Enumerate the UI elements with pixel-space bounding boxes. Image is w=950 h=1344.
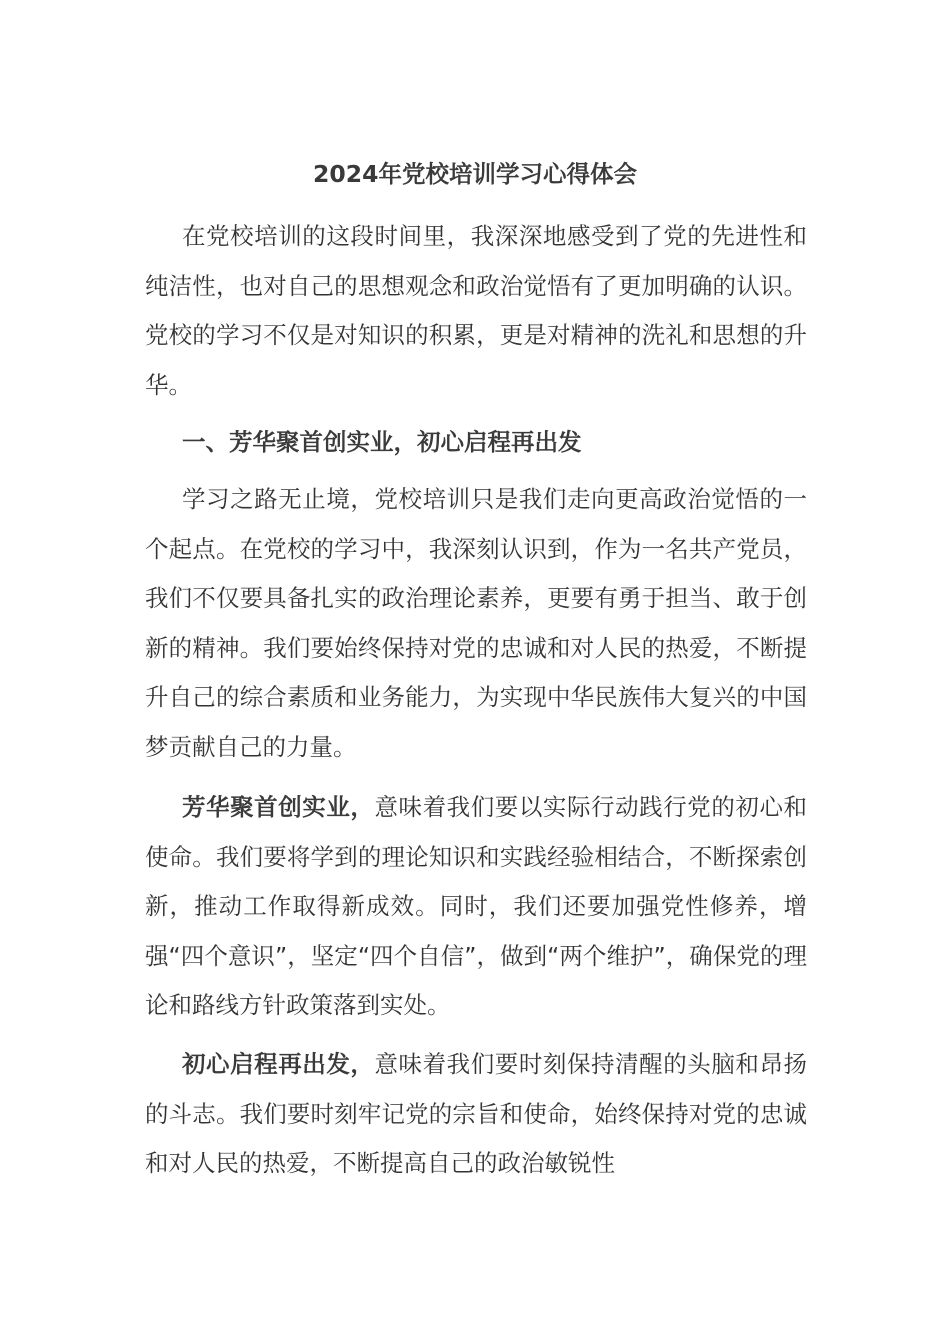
section-heading: 一、芳华聚首创实业，初心启程再出发 (182, 428, 582, 456)
paragraph-body-text: 意味着我们要时刻保持清醒的头脑和昂扬的斗志。我们要时刻牢记党的宗旨和使命，始终保持对党的忠诚和对人民的热爱，不断提高自己的政治敏锐性 (145, 1050, 808, 1178)
body-paragraph-4 (145, 1040, 807, 1189)
intro-paragraph: 在党校培训的这段时间里，我深深地感受到了党的先进性和纯洁性，也对自己的思想观念和政治觉悟有了更加明确的认识。党校的学习不仅是对知识的积累，更是对精神的洗礼和思想的升华。 (145, 222, 807, 399)
section-paragraph: 学习之路无止境，党校培训只是我们走向更高政治觉悟的一个起点。在党校的学习中，我深刻认识到，作为一名共产党员，我们不仅要具备扎实的政治理论素养，更要有勇于担当、敢于创新的精神。我们要始终保持对党的忠诚和对人民的热爱，不断提升自己的综合素质和业务能力，为实现中华民族伟大复兴的中国梦贡献自己的力量。 (145, 485, 807, 761)
paragraph-lead-phrase: 芳华聚首创实业， (182, 793, 375, 821)
paragraph-lead-phrase: 初心启程再出发， (182, 1050, 375, 1078)
document-title: 2024年党校培训学习心得体会 (313, 160, 637, 188)
paragraph-body-text: 意味着我们要以实际行动践行党的初心和使命。我们要将学到的理论知识和实践经验相结合，不断探索创新，推动工作取得新成效。同时，我们还要加强党性修养，增强“四个意识”，坚定“四个自信”，做到“两个维护”，确保党的理论和路线方针政策落到实处。 (145, 793, 808, 1020)
body-paragraph-3 (145, 783, 807, 1031)
